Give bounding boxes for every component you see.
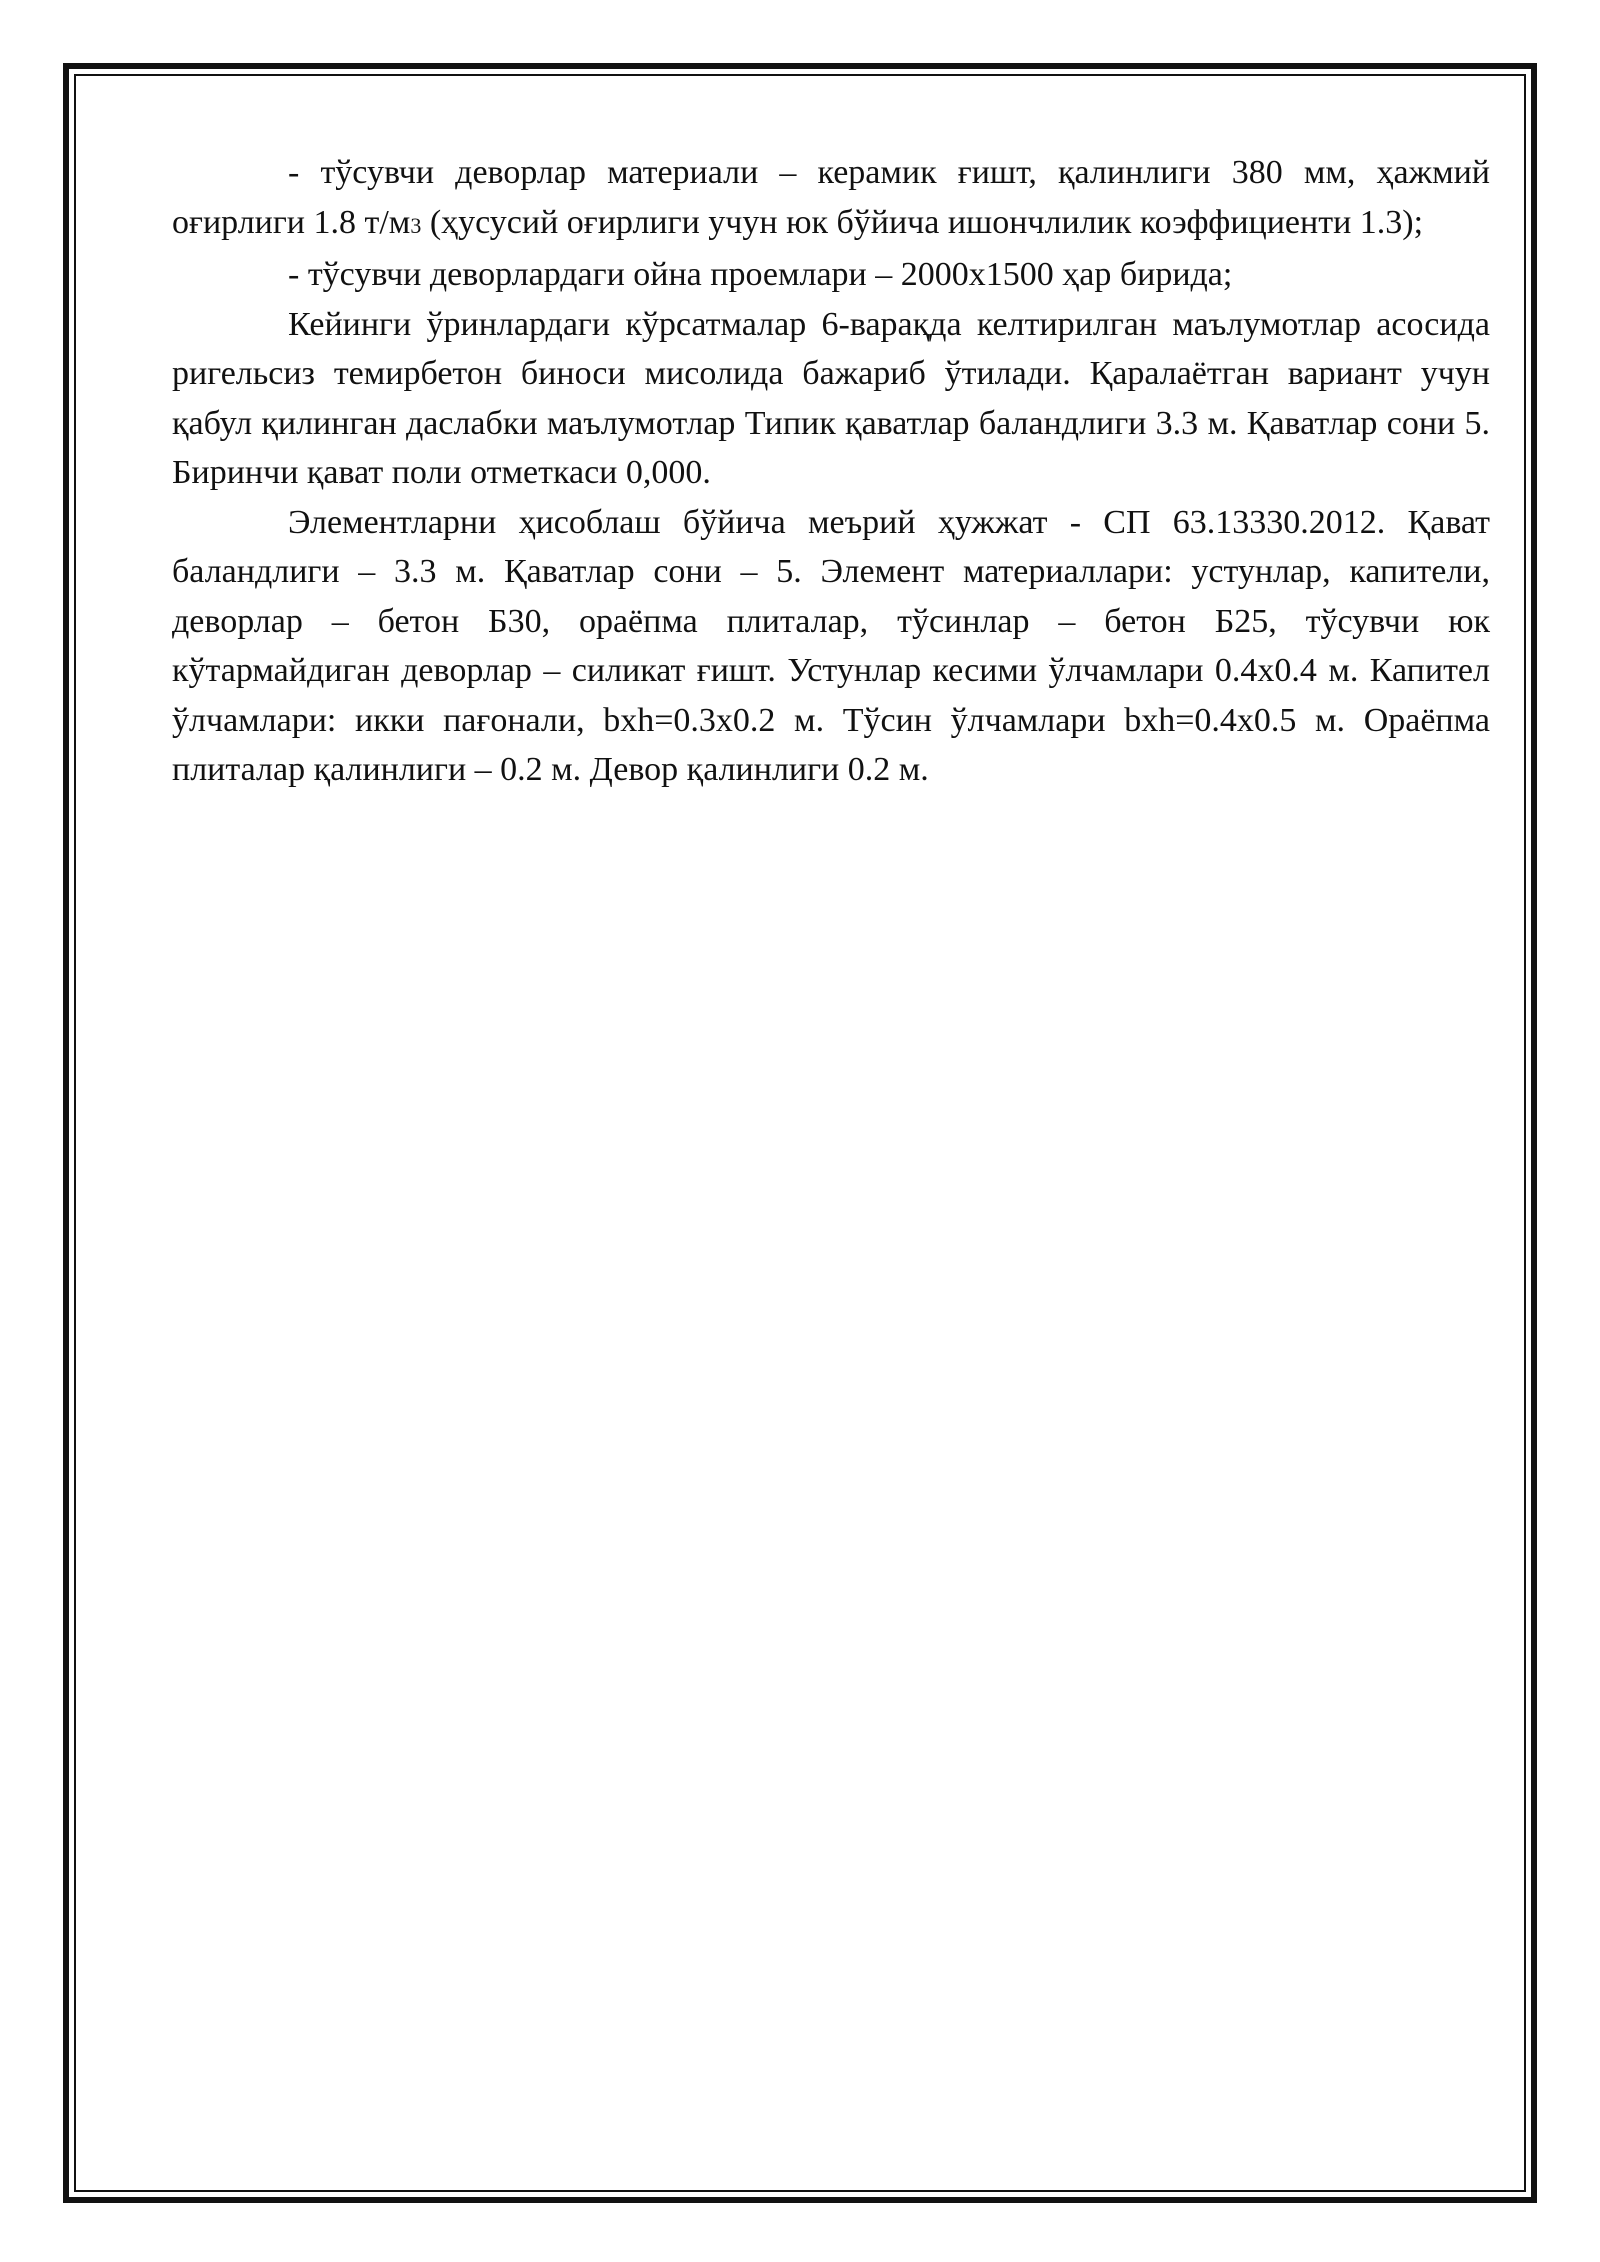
paragraph-normative-document: Элементларни ҳисоблаш бўйича меърий ҳужжат - СП 63.13330.2012. Қават баландлиги – 3.3 м. Қаватлар сони – 5. Элемент материаллари: устунлар, капители, деворлар – бетон Б30, ораёпма плиталар, тўсинлар – бетон Б25, тўсувчи юк кўтармайдиган деворлар – силикат ғишт. Устунлар кесими ўлчамлари 0.4х0.4 м. Капител ўлчамлари: икки пағонали, bxh=0.3х0.2 м. Тўсин ўлчамлари bxh=0.4х0.5 м. Ораёпма плиталар қалинлиги – 0.2 м. Девор қалинлиги 0.2 м. [172, 503, 1490, 788]
paragraph-initial-data: Кейинги ўринлардаги кўрсатмалар 6-варақда келтирилган маълумотлар асосида ригельсиз темирбетон биноси мисолида бажариб ўтилади. Қаралаётган вариант учун қабул қилинган даслабки маълумотлар Типик қаватлар баландлиги 3.3 м. Қаватлар сони 5. Биринчи қават поли отметкаси 0,000. [172, 305, 1490, 491]
paragraph-text: (ҳусусий оғирлиги учун юк бўйича ишончлилик коэффициенти 1.3); [421, 203, 1424, 241]
unit-exponent: 3 [410, 212, 422, 238]
paragraph-text: - тўсувчи деворлар материали – керамик ғишт, қалинлиги 380 мм, ҳажмий оғирлиги 1.8 т/м [172, 154, 1490, 241]
paragraph-window-openings: - тўсувчи деворлардаги ойна проемлари – 2000х1500 ҳар бирида; [288, 256, 1233, 293]
paragraph-wall-material [172, 148, 1490, 250]
document-body [172, 148, 1490, 795]
